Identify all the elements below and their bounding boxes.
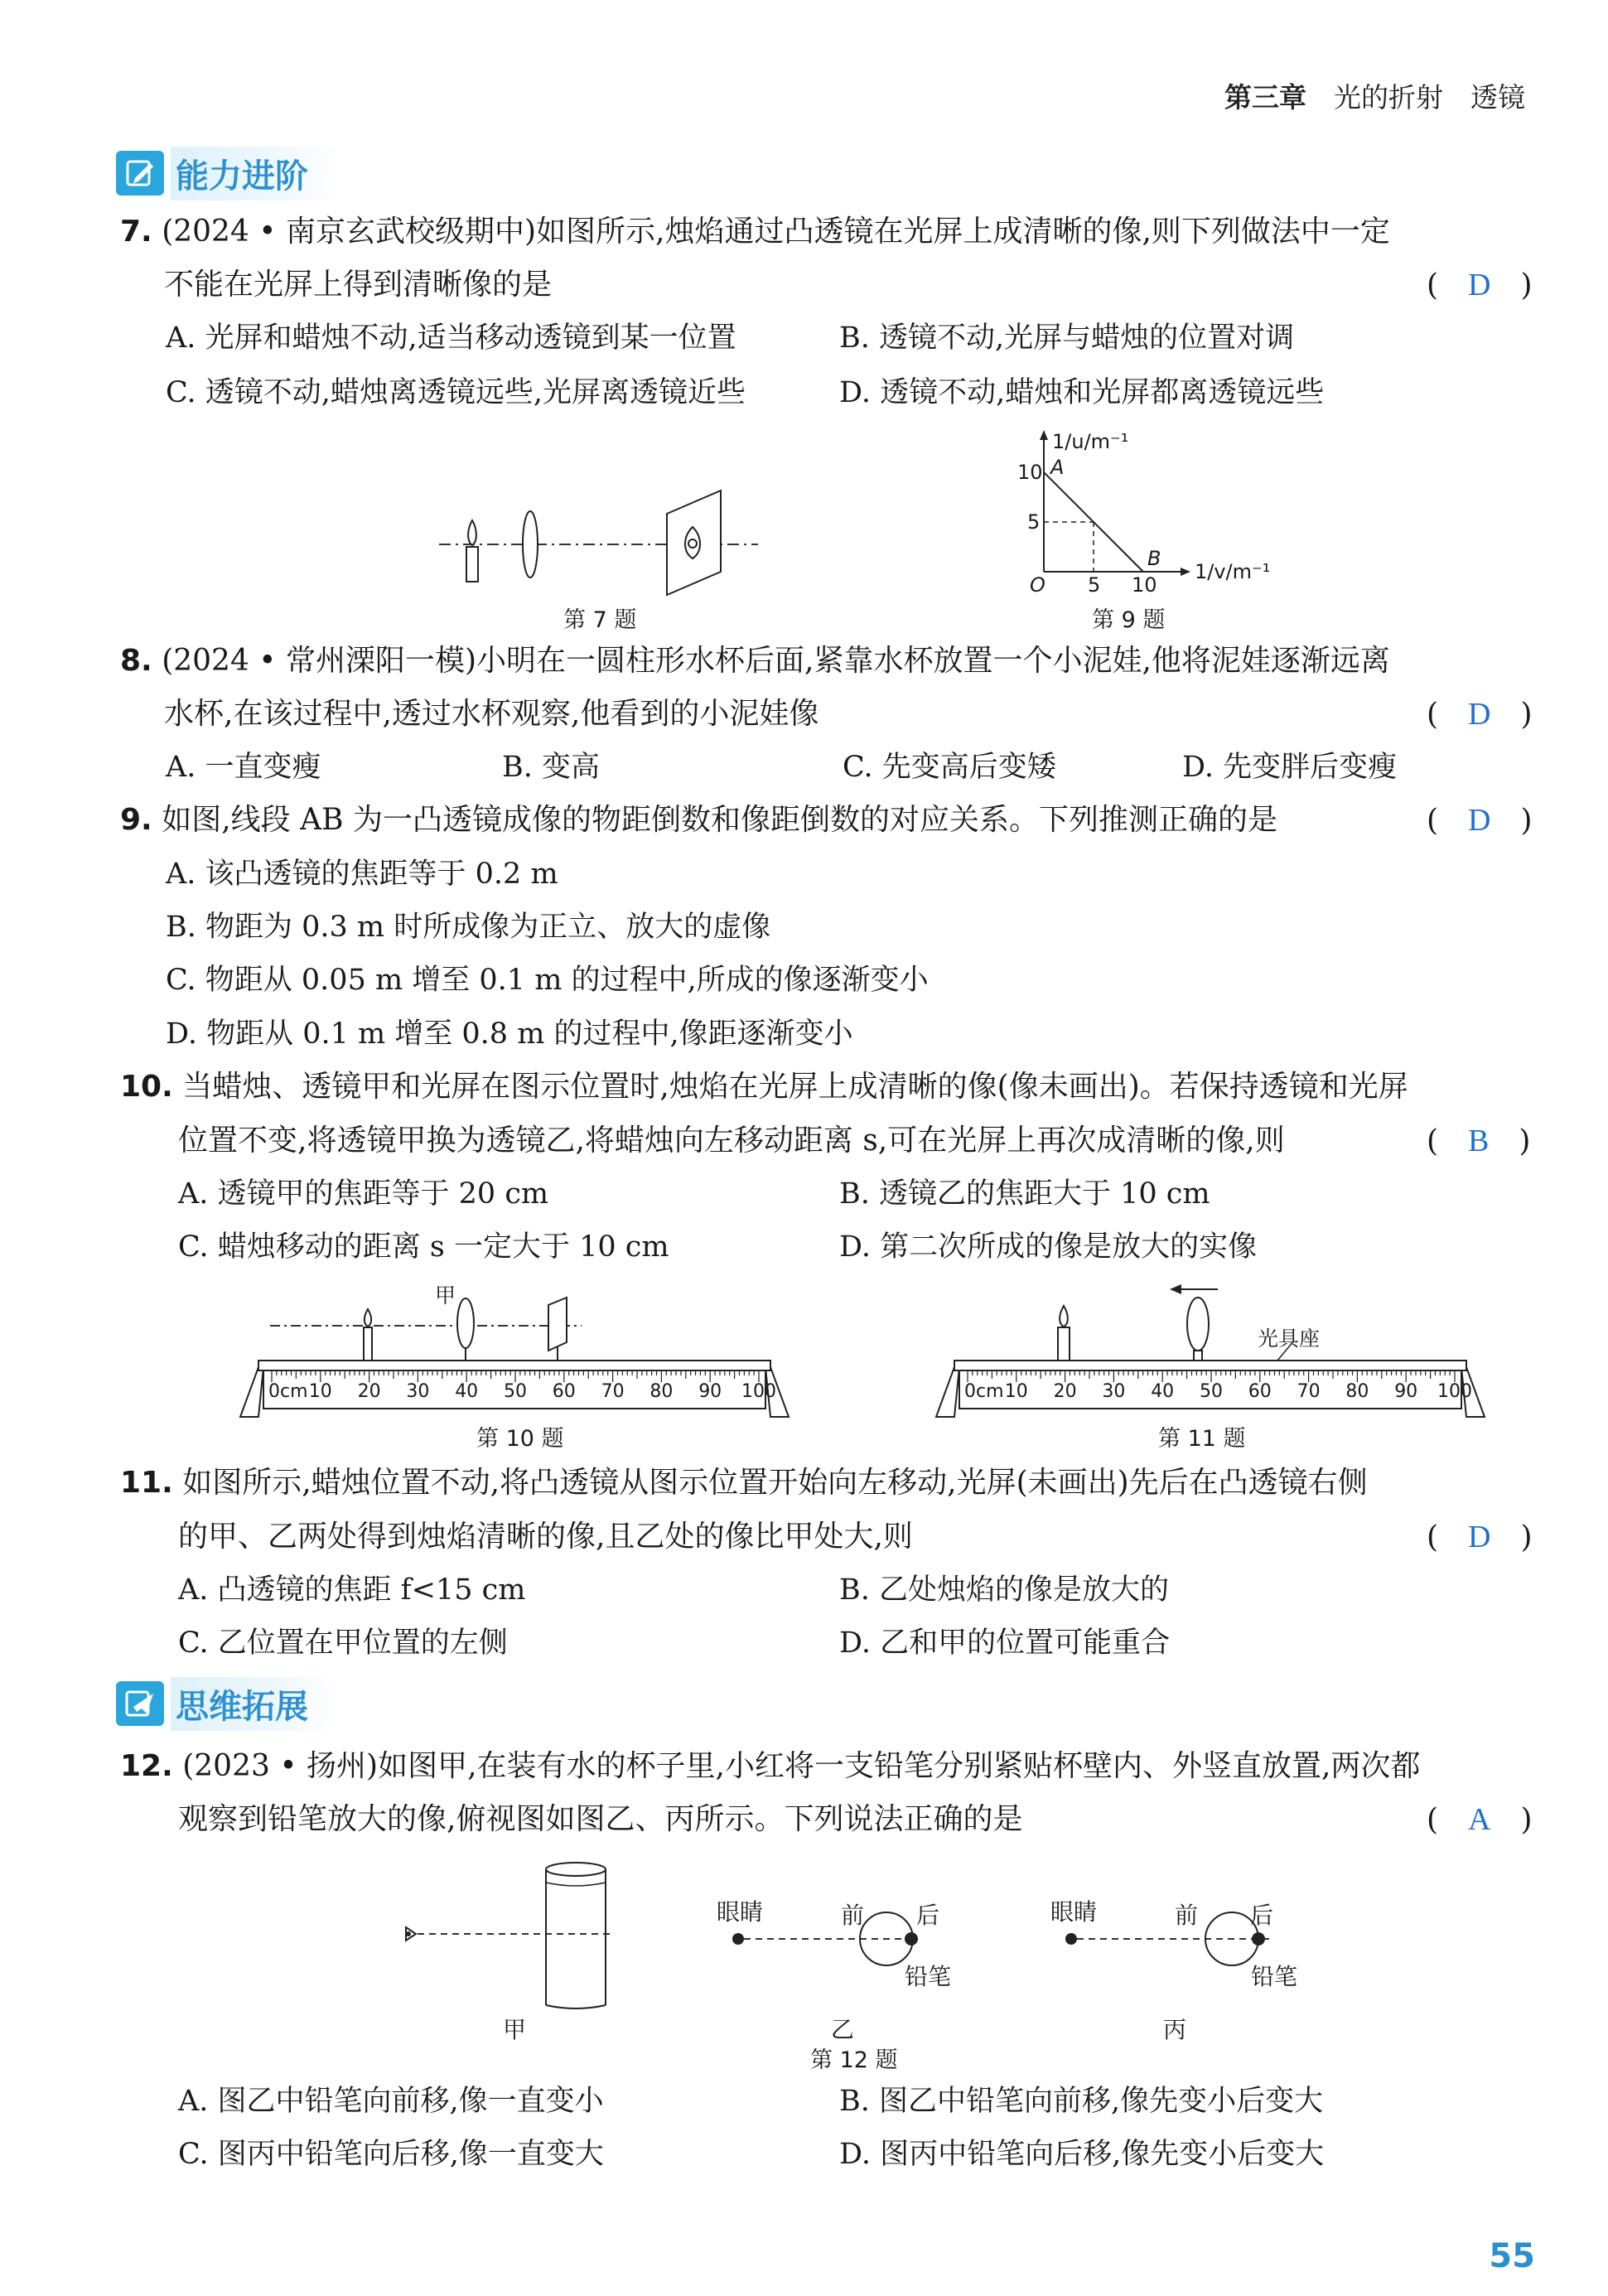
eye-point (1065, 1933, 1077, 1945)
ruler-tick-label: 50 (504, 1381, 527, 1402)
fig12-bing-front-label: 前 (1175, 1902, 1199, 1929)
ruler-tick-label: 60 (1248, 1381, 1272, 1402)
q10-stem-line2: 位置不变,将透镜甲换为透镜乙,将蜡烛向左移动距离 s,可在光屏上再次成清晰的像,则 (178, 1124, 1285, 1158)
q9-option-a: A. 该凸透镜的焦距等于 0.2 m (166, 858, 558, 891)
paper-plane-icon (116, 1681, 164, 1726)
fig11-bench-label: 光具座 (1258, 1327, 1321, 1351)
q11-stem-line1: 11. 如图所示,蜡烛位置不动,将凸透镜从图示位置开始向左移动,光屏(未画出)先后在凸透镜右侧 (120, 1466, 1368, 1500)
fig12-jia-label: 甲 (503, 2016, 527, 2043)
fig9-y-axis-label: 1/u/m⁻¹ (1052, 430, 1129, 453)
q8-stem-line2: 水杯,在该过程中,透过水杯观察,他看到的小泥娃像 (164, 697, 819, 731)
fig9-point-a: A (1050, 456, 1065, 479)
q11-option-b: B. 乙处烛焰的像是放大的 (839, 1573, 1169, 1607)
q8-option-d: D. 先变胖后变瘦 (1182, 751, 1398, 784)
ruler-tick-label: 100 (1437, 1381, 1472, 1402)
candle-icon (466, 520, 478, 582)
ruler-tick-label: 100 (741, 1381, 776, 1402)
q7-option-d: D. 透镜不动,蜡烛和光屏都离透镜远些 (839, 376, 1325, 409)
section-header-advanced (116, 149, 341, 197)
q10-option-c: C. 蜡烛移动的距离 s 一定大于 10 cm (178, 1230, 669, 1264)
candle-icon (1058, 1306, 1070, 1361)
q11-option-a: A. 凸透镜的焦距 f<15 cm (178, 1573, 526, 1607)
q11-option-c: C. 乙位置在甲位置的左侧 (178, 1627, 508, 1660)
q8-answer: ( D ) (1427, 697, 1533, 732)
q10-option-b: B. 透镜乙的焦距大于 10 cm (839, 1177, 1210, 1211)
q12-option-a: A. 图乙中铅笔向前移,像一直变小 (178, 2085, 604, 2118)
figure-7 (439, 481, 762, 605)
q11-stem-line2: 的甲、乙两处得到烛焰清晰的像,且乙处的像比甲处大,则 (178, 1520, 913, 1554)
q10-answer: ( B ) (1427, 1124, 1531, 1158)
eye-icon (406, 1927, 416, 1941)
q7-option-a: A. 光屏和蜡烛不动,适当移动透镜到某一位置 (166, 321, 736, 355)
fig12-yi-eye-label: 眼睛 (717, 1898, 764, 1926)
fig9-origin: O (1030, 573, 1045, 597)
q8-stem-line1: 8. (2024 • 常州溧阳一模)小明在一圆柱形水杯后面,紧靠水杯放置一个小泥娃,他将泥娃逐渐远离 (120, 644, 1390, 678)
fig12-yi-pencil-label: 铅笔 (905, 1963, 952, 1990)
q12-answer: ( A ) (1427, 1802, 1533, 1837)
q9-option-b: B. 物距为 0.3 m 时所成像为正立、放大的虚像 (166, 911, 771, 944)
fig9-x-tick-5: 5 (1088, 573, 1101, 597)
arrow-left-icon (1170, 1284, 1218, 1294)
pencil-icon (116, 151, 164, 196)
ruler-tick-label: 80 (649, 1381, 674, 1402)
ruler-tick-label: 70 (1297, 1381, 1321, 1402)
fig9-x-tick-10: 10 (1132, 573, 1157, 597)
running-header (1224, 76, 1525, 115)
fig12-yi-label: 乙 (831, 2016, 855, 2043)
q7-option-c: C. 透镜不动,蜡烛离透镜远些,光屏离透镜近些 (166, 376, 746, 409)
q12-option-d: D. 图丙中铅笔向后移,像先变小后变大 (839, 2138, 1325, 2171)
convex-lens-icon (523, 511, 538, 578)
q8-option-a: A. 一直变瘦 (166, 751, 321, 784)
fig11-ruler-labels (964, 1381, 1004, 1402)
q9-stem-line1: 9. 如图,线段 AB 为一凸透镜成像的物距倒数和像距倒数的对应关系。下列推测正确的是 (120, 803, 1277, 837)
ruler-tick-label: 50 (1200, 1381, 1223, 1402)
section-title: 思维拓展 (171, 1677, 341, 1731)
fig10-ruler-labels (268, 1381, 308, 1402)
fig11-caption: 第 11 题 (1158, 1426, 1246, 1452)
section-header-thinking (116, 1680, 341, 1728)
ruler-tick-label: 40 (1151, 1381, 1175, 1402)
fig12-bing-label: 丙 (1163, 2016, 1187, 2043)
ruler-tick-label: 30 (1102, 1381, 1126, 1402)
q7-answer: ( D ) (1427, 268, 1533, 302)
fig12-yi-front-label: 前 (841, 1902, 865, 1929)
chapter-title: 光的折射 透镜 (1334, 81, 1525, 114)
cup-icon (546, 1863, 606, 2008)
eye-point (732, 1933, 744, 1945)
q10-option-a: A. 透镜甲的焦距等于 20 cm (178, 1177, 549, 1211)
section-title: 能力进阶 (171, 147, 341, 201)
fig12-bing-pencil-label: 铅笔 (1251, 1963, 1298, 1990)
ruler-tick-label: 60 (552, 1381, 576, 1402)
pencil-dot (1252, 1932, 1265, 1946)
pencil-dot (905, 1932, 918, 1946)
ruler-tick-label: 10 (1004, 1381, 1028, 1402)
page-number: 55 (1489, 2237, 1535, 2275)
fig12-bing-eye-label: 眼睛 (1050, 1898, 1098, 1926)
ruler-tick-label: 90 (698, 1381, 722, 1402)
ruler-tick-label: 80 (1345, 1381, 1369, 1402)
screen-icon (548, 1298, 567, 1361)
q8-option-b: B. 变高 (502, 751, 600, 784)
q12-option-b: B. 图乙中铅笔向前移,像先变小后变大 (839, 2085, 1324, 2118)
candle-icon (364, 1309, 372, 1361)
fig7-caption: 第 7 题 (563, 607, 637, 633)
chapter-label: 第三章 (1224, 81, 1306, 114)
fig10-caption: 第 10 题 (476, 1426, 564, 1452)
ruler-tick-label: 90 (1394, 1381, 1418, 1402)
q11-option-d: D. 乙和甲的位置可能重合 (839, 1627, 1171, 1660)
convex-lens-icon (1187, 1298, 1209, 1361)
q9-answer: ( D ) (1427, 803, 1533, 838)
fig10-lens-label: 甲 (435, 1283, 456, 1308)
ruler-tick-label: 10 (308, 1381, 332, 1402)
ruler-tick-label: 40 (455, 1381, 479, 1402)
lens-jia-icon (457, 1298, 474, 1361)
fig9-caption: 第 9 题 (1092, 607, 1166, 633)
q10-stem-line1: 10. 当蜡烛、透镜甲和光屏在图示位置时,烛焰在光屏上成清晰的像(像未画出)。若保持透镜和光屏 (120, 1070, 1408, 1104)
fig9-point-b: B (1147, 547, 1161, 570)
q9-option-d: D. 物距从 0.1 m 增至 0.8 m 的过程中,像距逐渐变小 (166, 1017, 853, 1051)
ruler-tick-label: 30 (406, 1381, 430, 1402)
screen-icon (667, 491, 721, 595)
fig9-y-tick-10: 10 (1017, 461, 1043, 484)
q11-answer: ( D ) (1427, 1520, 1533, 1554)
fig9-y-tick-5: 5 (1027, 510, 1041, 534)
fig12-yi-back-label: 后 (916, 1902, 940, 1929)
q12-stem-line2: 观察到铅笔放大的像,俯视图如图乙、丙所示。下列说法正确的是 (178, 1802, 1023, 1836)
q12-stem-line1: 12. (2023 • 扬州)如图甲,在装有水的杯子里,小红将一支铅笔分别紧贴杯壁内、外竖直放置,两次都 (120, 1749, 1421, 1783)
ruler-tick-label: 20 (1053, 1381, 1077, 1402)
ruler-unit: 0cm (268, 1381, 308, 1402)
q8-option-c: C. 先变高后变矮 (843, 751, 1056, 784)
ruler-tick-label: 70 (601, 1381, 625, 1402)
q7-stem-line2: 不能在光屏上得到清晰像的是 (164, 268, 553, 302)
fig9-x-axis-label: 1/v/m⁻¹ (1195, 560, 1271, 583)
ruler-tick-label: 20 (357, 1381, 381, 1402)
q10-option-d: D. 第二次所成的像是放大的实像 (839, 1230, 1258, 1264)
fig12-bing-back-label: 后 (1250, 1902, 1274, 1929)
q7-stem-line1: 7. (2024 • 南京玄武校级期中)如图所示,烛焰通过凸透镜在光屏上成清晰的像,则下列做法中一定 (120, 215, 1390, 249)
q7-option-b: B. 透镜不动,光屏与蜡烛的位置对调 (839, 321, 1295, 355)
q9-option-c: C. 物距从 0.05 m 增至 0.1 m 的过程中,所成的像逐渐变小 (166, 964, 929, 997)
ruler-unit: 0cm (964, 1381, 1004, 1402)
figure-12-jia (398, 1856, 630, 2013)
q12-option-c: C. 图丙中铅笔向后移,像一直变大 (178, 2138, 604, 2171)
fig12-caption: 第 12 题 (810, 2047, 898, 2073)
